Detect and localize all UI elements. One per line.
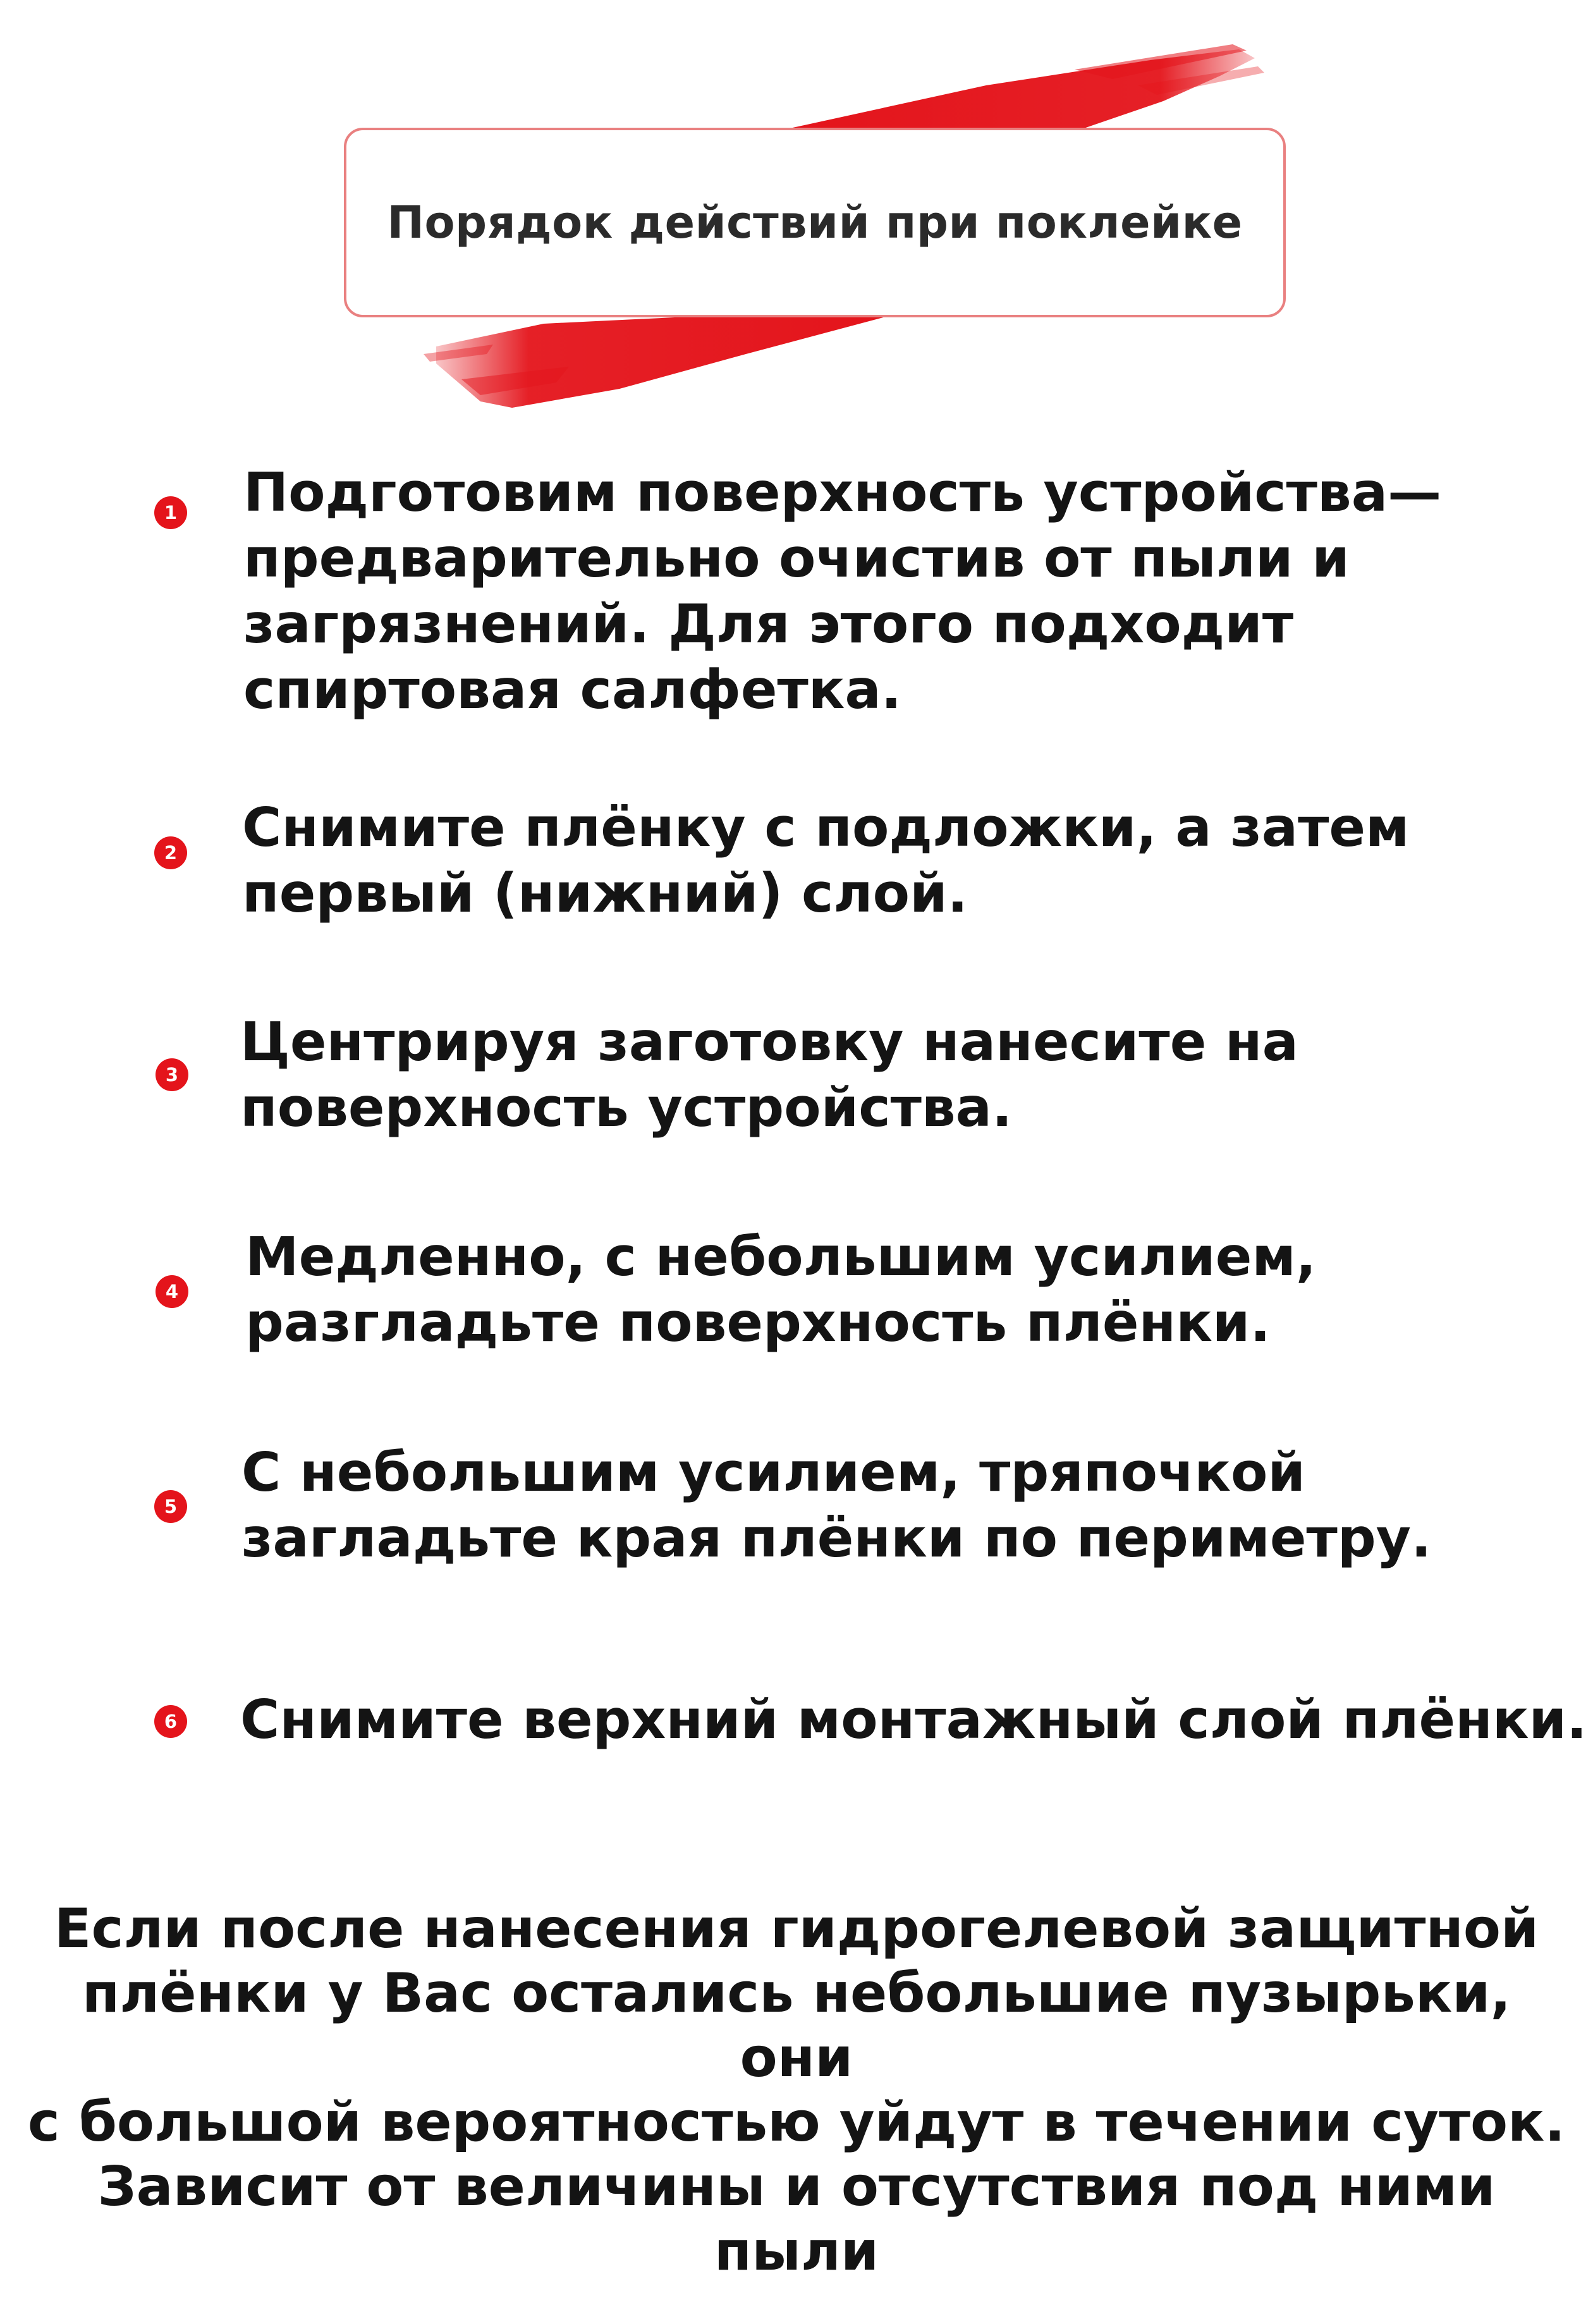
step-number-badge: 4 [156, 1275, 188, 1308]
step-text: Снимите верхний монтажный слой плёнки. [240, 1689, 1587, 1751]
step-number-badge: 1 [154, 496, 187, 529]
step-number-badge: 3 [156, 1058, 188, 1091]
step-text: Снимите плёнку с подложки, а затем первый (нижний) слой. [242, 797, 1410, 925]
step-text: Центрируя заготовку нанесите на поверхность устройства. [240, 1011, 1299, 1139]
step-text: С небольшим усилием, тряпочкой загладьте края плёнки по периметру. [241, 1441, 1432, 1570]
title-card [344, 128, 1286, 317]
step-number-badge: 5 [154, 1490, 187, 1523]
bubbles-note: Если после нанесения гидрогелевой защитной плёнки у Вас остались небольшие пузырьки, они с большой вероятностью уйдут в течении суток. Зависит от величины и отсутствия под ними пыли [27, 1897, 1566, 2283]
page-title: Порядок действий при поклейке [387, 197, 1243, 248]
step-text: Подготовим поверхность устройства— предварительно очистив от пыли и загрязнений. Для этого подходит спиртовая салфетка. [243, 462, 1442, 721]
step-number-badge: 6 [154, 1705, 187, 1738]
step-number-badge: 2 [154, 836, 187, 869]
step-text: Медленно, с небольшим усилием, разгладьте поверхность плёнки. [245, 1226, 1317, 1354]
